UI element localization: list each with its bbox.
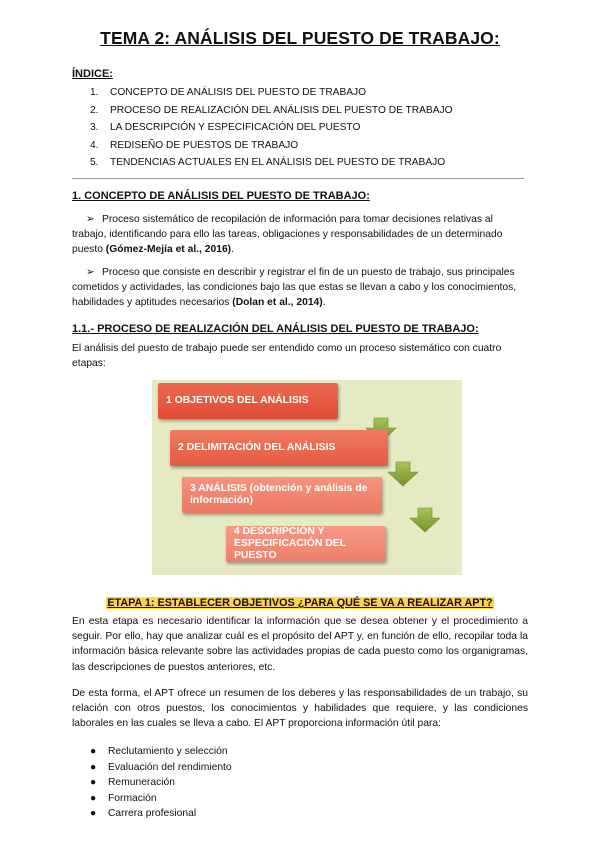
index-item: 5. TENDENCIAS ACTUALES EN EL ANÁLISIS DEL PUESTO DE TRABAJO	[90, 157, 446, 169]
definition-paragraph-1: ➢ Proceso sistemático de recopilación de información para tomar decisiones relativas al trabajo, identificando para ello las tareas, obligaciones y responsabilidades de un determinado puesto (Gómez-Mejía et al., 2016).	[72, 214, 503, 256]
process-step-3: 3 ANÁLISIS (obtención y análisis de información)	[182, 477, 382, 513]
etapa-1-heading-wrap	[0, 593, 600, 611]
arrow-bullet-icon: ➢	[86, 214, 95, 225]
list-item: ● Carrera profesional	[90, 806, 232, 822]
process-step-2: 2 DELIMITACIÓN DEL ANÁLISIS	[170, 430, 388, 466]
uses-list	[90, 744, 232, 822]
citation: (Dolan et al., 2014)	[232, 297, 323, 309]
section-1-1-heading: 1.1.- PROCESO DE REALIZACIÓN DEL ANÁLISIS DEL PUESTO DE TRABAJO:	[72, 323, 479, 335]
arrow-bullet-icon: ➢	[86, 267, 95, 278]
citation: (Gómez-Mejía et al., 2016)	[105, 244, 232, 256]
process-diagram	[152, 380, 462, 575]
list-item: ● Reclutamiento y selección	[90, 744, 232, 760]
bullet-icon: ●	[90, 777, 97, 788]
divider	[72, 178, 524, 179]
index-item: 4. REDISEÑO DE PUESTOS DE TRABAJO	[90, 139, 299, 151]
bullet-icon: ●	[90, 761, 97, 773]
process-step-1: 1 OBJETIVOS DEL ANÁLISIS	[158, 383, 338, 419]
index-item: 3. LA DESCRIPCIÓN Y ESPECIFICACIÓN DEL PUESTO	[90, 122, 361, 134]
definition-paragraph-2: ➢ Proceso que consiste en describir y registrar el fin de un puesto de trabajo, sus principales cometidos y actividades, las condiciones bajo las que estas se llevan a cabo y los conocimientos, habilidades y aptitudes necesarios (Dolan et al., 2014).	[72, 267, 517, 309]
etapa-1-heading: ETAPA 1: ESTABLECER OBJETIVOS ¿PARA QUÉ SE VA A REALIZAR APT?	[107, 597, 493, 609]
index-heading: ÍNDICE:	[72, 68, 113, 80]
index-list	[90, 84, 453, 172]
down-arrow-icon	[388, 462, 418, 486]
etapa-1-paragraph-2: De esta forma, el APT ofrece un resumen de los deberes y las responsabilidades de un trabajo, su relación con otros puestos, los conocimientos y habilidades que requiere, y las condiciones laborales en las cuales se lleva a cabo. El APT proporciona información útil para:	[72, 688, 528, 730]
list-item: ● Formación	[90, 791, 232, 807]
down-arrow-icon	[410, 508, 440, 532]
section-1-heading: 1. CONCEPTO DE ANÁLISIS DEL PUESTO DE TRABAJO:	[72, 190, 370, 202]
index-item: 2. PROCESO DE REALIZACIÓN DEL ANÁLISIS DEL PUESTO DE TRABAJO	[90, 104, 453, 116]
etapa-1-paragraph-1: En esta etapa es necesario identificar la información que se desea obtener y el procedimiento a seguir. Por ello, hay que analizar cuál es el propósito del APT y, en función de ello, recopilar toda la información básica relevante sobre las actividades propias de cada puesto como los organigramas, las descripciones de puestos anteriores, etc.	[72, 616, 528, 673]
page-title: TEMA 2: ANÁLISIS DEL PUESTO DE TRABAJO:	[100, 28, 500, 48]
index-item: 1. CONCEPTO DE ANÁLISIS DEL PUESTO DE TRABAJO	[90, 87, 367, 98]
bullet-icon: ●	[90, 808, 97, 819]
bullet-icon: ●	[90, 746, 97, 757]
section-1-1-intro: El análisis del puesto de trabajo puede ser entendido como un proceso sistemático con cuatro etapas:	[72, 343, 502, 370]
list-item: ● Remuneración	[90, 775, 232, 791]
bullet-icon: ●	[90, 792, 97, 804]
process-step-4: 4 DESCRIPCIÓN Y ESPECIFICACIÓN DEL PUESTO	[226, 526, 386, 562]
list-item: ● Evaluación del rendimiento	[90, 760, 232, 776]
